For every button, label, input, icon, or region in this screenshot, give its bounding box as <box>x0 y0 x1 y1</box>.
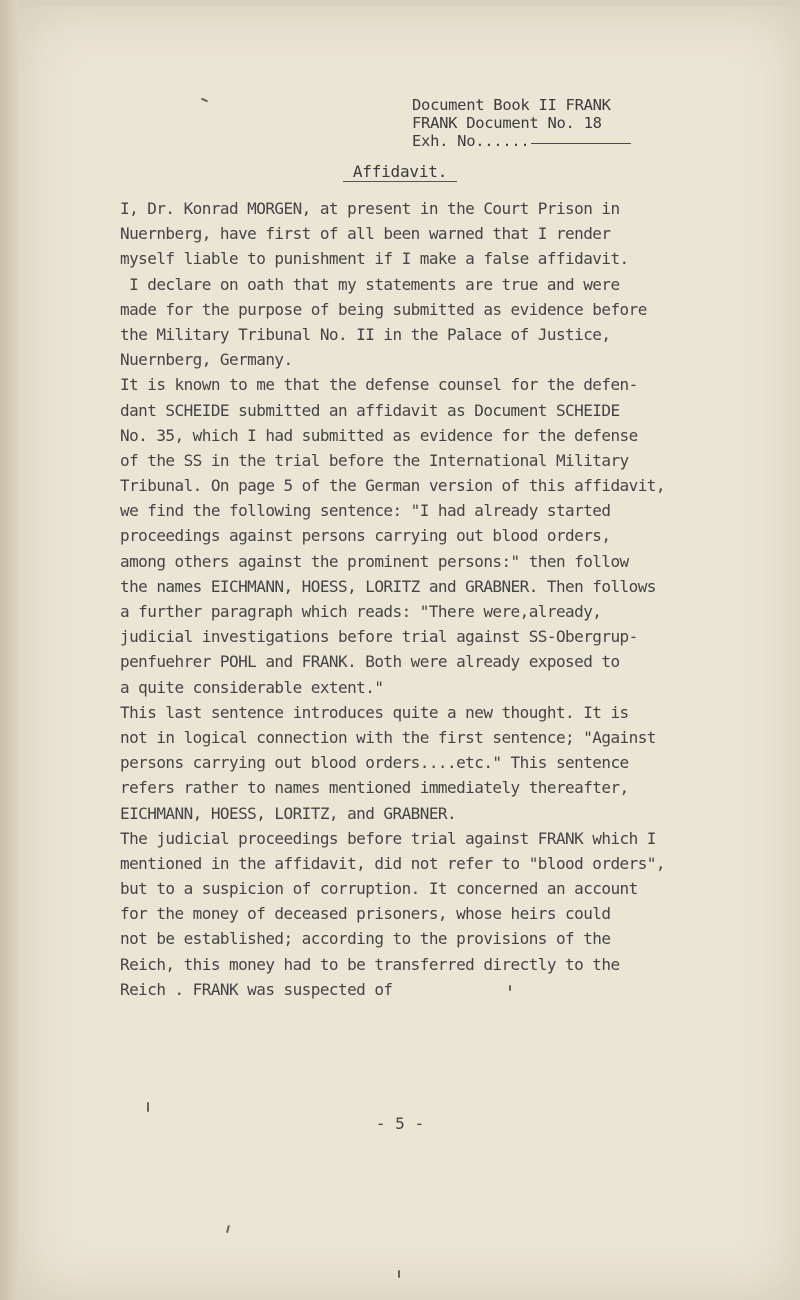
affidavit-title <box>0 162 800 181</box>
body-text-line: Reich, this money had to be transferred directly to the <box>120 954 620 974</box>
body-text-line: the Military Tribunal No. II in the Palace of Justice, <box>120 324 611 344</box>
body-text-line: Nuernberg, have first of all been warned that I render <box>120 224 611 244</box>
page-edge <box>0 0 18 1300</box>
body-text-line: not in logical connection with the first sentence; "Against <box>120 727 656 747</box>
body-text-line: refers rather to names mentioned immediately thereafter, <box>120 778 629 798</box>
body-text-line: I, Dr. Konrad MORGEN, at present in the Court Prison in <box>120 199 620 218</box>
body-text-line: penfuehrer POHL and FRANK. Both were already exposed to <box>120 652 620 672</box>
stray-mark <box>509 985 511 991</box>
body-text-line: of the SS in the trial before the International Military <box>120 450 629 470</box>
body-text-line: myself liable to punishment if I make a false affidavit. <box>120 249 629 269</box>
body-text-line: This last sentence introduces quite a new thought. It is <box>120 702 629 722</box>
body-text-line: proceedings against persons carrying out blood orders, <box>120 526 611 546</box>
stray-mark <box>147 1102 149 1112</box>
exhibit-number-line <box>412 132 631 150</box>
body-text-line: Nuernberg, Germany. <box>120 350 293 370</box>
document-book-line: Document Book II FRANK <box>412 96 611 114</box>
frank-document-line: FRANK Document No. 18 <box>412 114 602 132</box>
stray-mark <box>398 1270 400 1278</box>
body-text-line: the names EICHMANN, HOESS, LORITZ and GRABNER. Then follows <box>120 576 656 596</box>
body-text-line: made for the purpose of being submitted as evidence before <box>120 299 647 319</box>
body-text-line: No. 35, which I had submitted as evidence for the defense <box>120 425 638 445</box>
body-text-line: not be established; according to the provisions of the <box>120 929 611 949</box>
body-text-line: dant SCHEIDE submitted an affidavit as Document SCHEIDE <box>120 400 620 420</box>
exhibit-number-underline <box>531 143 631 144</box>
body-text-line: persons carrying out blood orders....etc." This sentence <box>120 753 629 773</box>
body-text-line: for the money of deceased prisoners, whose heirs could <box>120 904 611 924</box>
body-text-line: The judicial proceedings before trial against FRANK which I <box>120 828 656 848</box>
body-text-line: judicial investigations before trial against SS-Obergrup- <box>120 627 638 647</box>
body-text-line: we find the following sentence: "I had already started <box>120 501 611 521</box>
body-text-line: a quite considerable extent." <box>120 677 384 697</box>
body-text-line: Reich . FRANK was suspected of <box>120 979 393 999</box>
body-text-line: It is known to me that the defense counsel for the defen- <box>120 375 638 395</box>
affidavit-body <box>120 196 760 1002</box>
body-text-line: I declare on oath that my statements are true and were <box>120 274 620 294</box>
body-text-line: a further paragraph which reads: "There were,already, <box>120 602 602 621</box>
body-text-line: Tribunal. On page 5 of the German version of this affidavit, <box>120 476 665 496</box>
affidavit-title-text: Affidavit. <box>343 162 457 182</box>
body-text-line: among others against the prominent persons:" then follow <box>120 551 629 571</box>
body-text-line: EICHMANN, HOESS, LORITZ, and GRABNER. <box>120 803 457 823</box>
page-number: - 5 - <box>375 1114 425 1133</box>
exhibit-number-label: Exh. No...... <box>412 132 530 150</box>
body-text-line: mentioned in the affidavit, did not refer to "blood orders", <box>120 853 665 873</box>
document-header <box>412 96 631 150</box>
body-text-line: but to a suspicion of corruption. It concerned an account <box>120 879 638 899</box>
